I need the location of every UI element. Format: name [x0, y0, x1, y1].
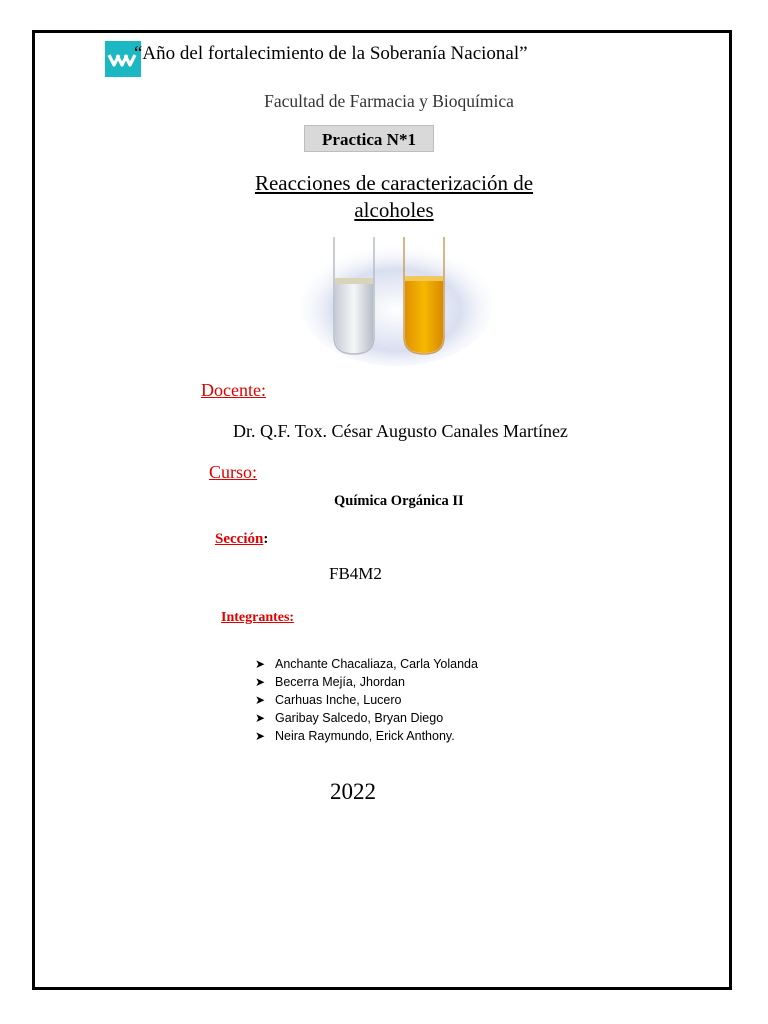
list-item — [255, 709, 478, 727]
document-title — [190, 170, 598, 224]
docente-label: Docente: — [201, 380, 266, 400]
arrow-bullet-icon: ➤ — [255, 693, 266, 707]
practica-label: Practica N*1 — [304, 125, 434, 152]
list-item — [255, 655, 478, 673]
title-line-1: Reacciones de caracterización de — [254, 171, 534, 195]
seccion-label-text: Sección — [215, 531, 264, 547]
list-item — [255, 727, 478, 745]
members-list — [255, 655, 478, 745]
year: 2022 — [330, 779, 376, 804]
member-name: Anchante Chacaliaza, Carla Yolanda — [275, 657, 478, 671]
curso-label: Curso: — [209, 462, 258, 482]
faculty-name: Facultad de Farmacia y Bioquímica — [264, 91, 514, 111]
title-line-2: alcoholes — [354, 198, 434, 222]
member-name: Carhuas Inche, Lucero — [275, 693, 402, 707]
test-tubes-image — [300, 232, 495, 367]
arrow-bullet-icon: ➤ — [255, 657, 266, 671]
arrow-bullet-icon: ➤ — [255, 729, 266, 743]
seccion-label — [215, 531, 268, 548]
integrantes-label: Integrantes: — [221, 610, 295, 625]
arrow-bullet-icon: ➤ — [255, 711, 266, 725]
seccion-value: FB4M2 — [329, 564, 382, 583]
list-item — [255, 673, 478, 691]
motto-text: “Año del fortalecimiento de la Soberanía Nacional” — [134, 43, 528, 64]
docente-name: Dr. Q.F. Tox. César Augusto Canales Martínez — [233, 421, 568, 441]
seccion-colon: : — [263, 531, 269, 547]
member-name: Becerra Mejía, Jhordan — [275, 675, 405, 689]
member-name: Garibay Salcedo, Bryan Diego — [275, 711, 444, 725]
arrow-bullet-icon: ➤ — [255, 675, 266, 689]
curso-name: Química Orgánica II — [334, 493, 464, 509]
list-item — [255, 691, 478, 709]
member-name: Neira Raymundo, Erick Anthony. — [275, 729, 455, 743]
